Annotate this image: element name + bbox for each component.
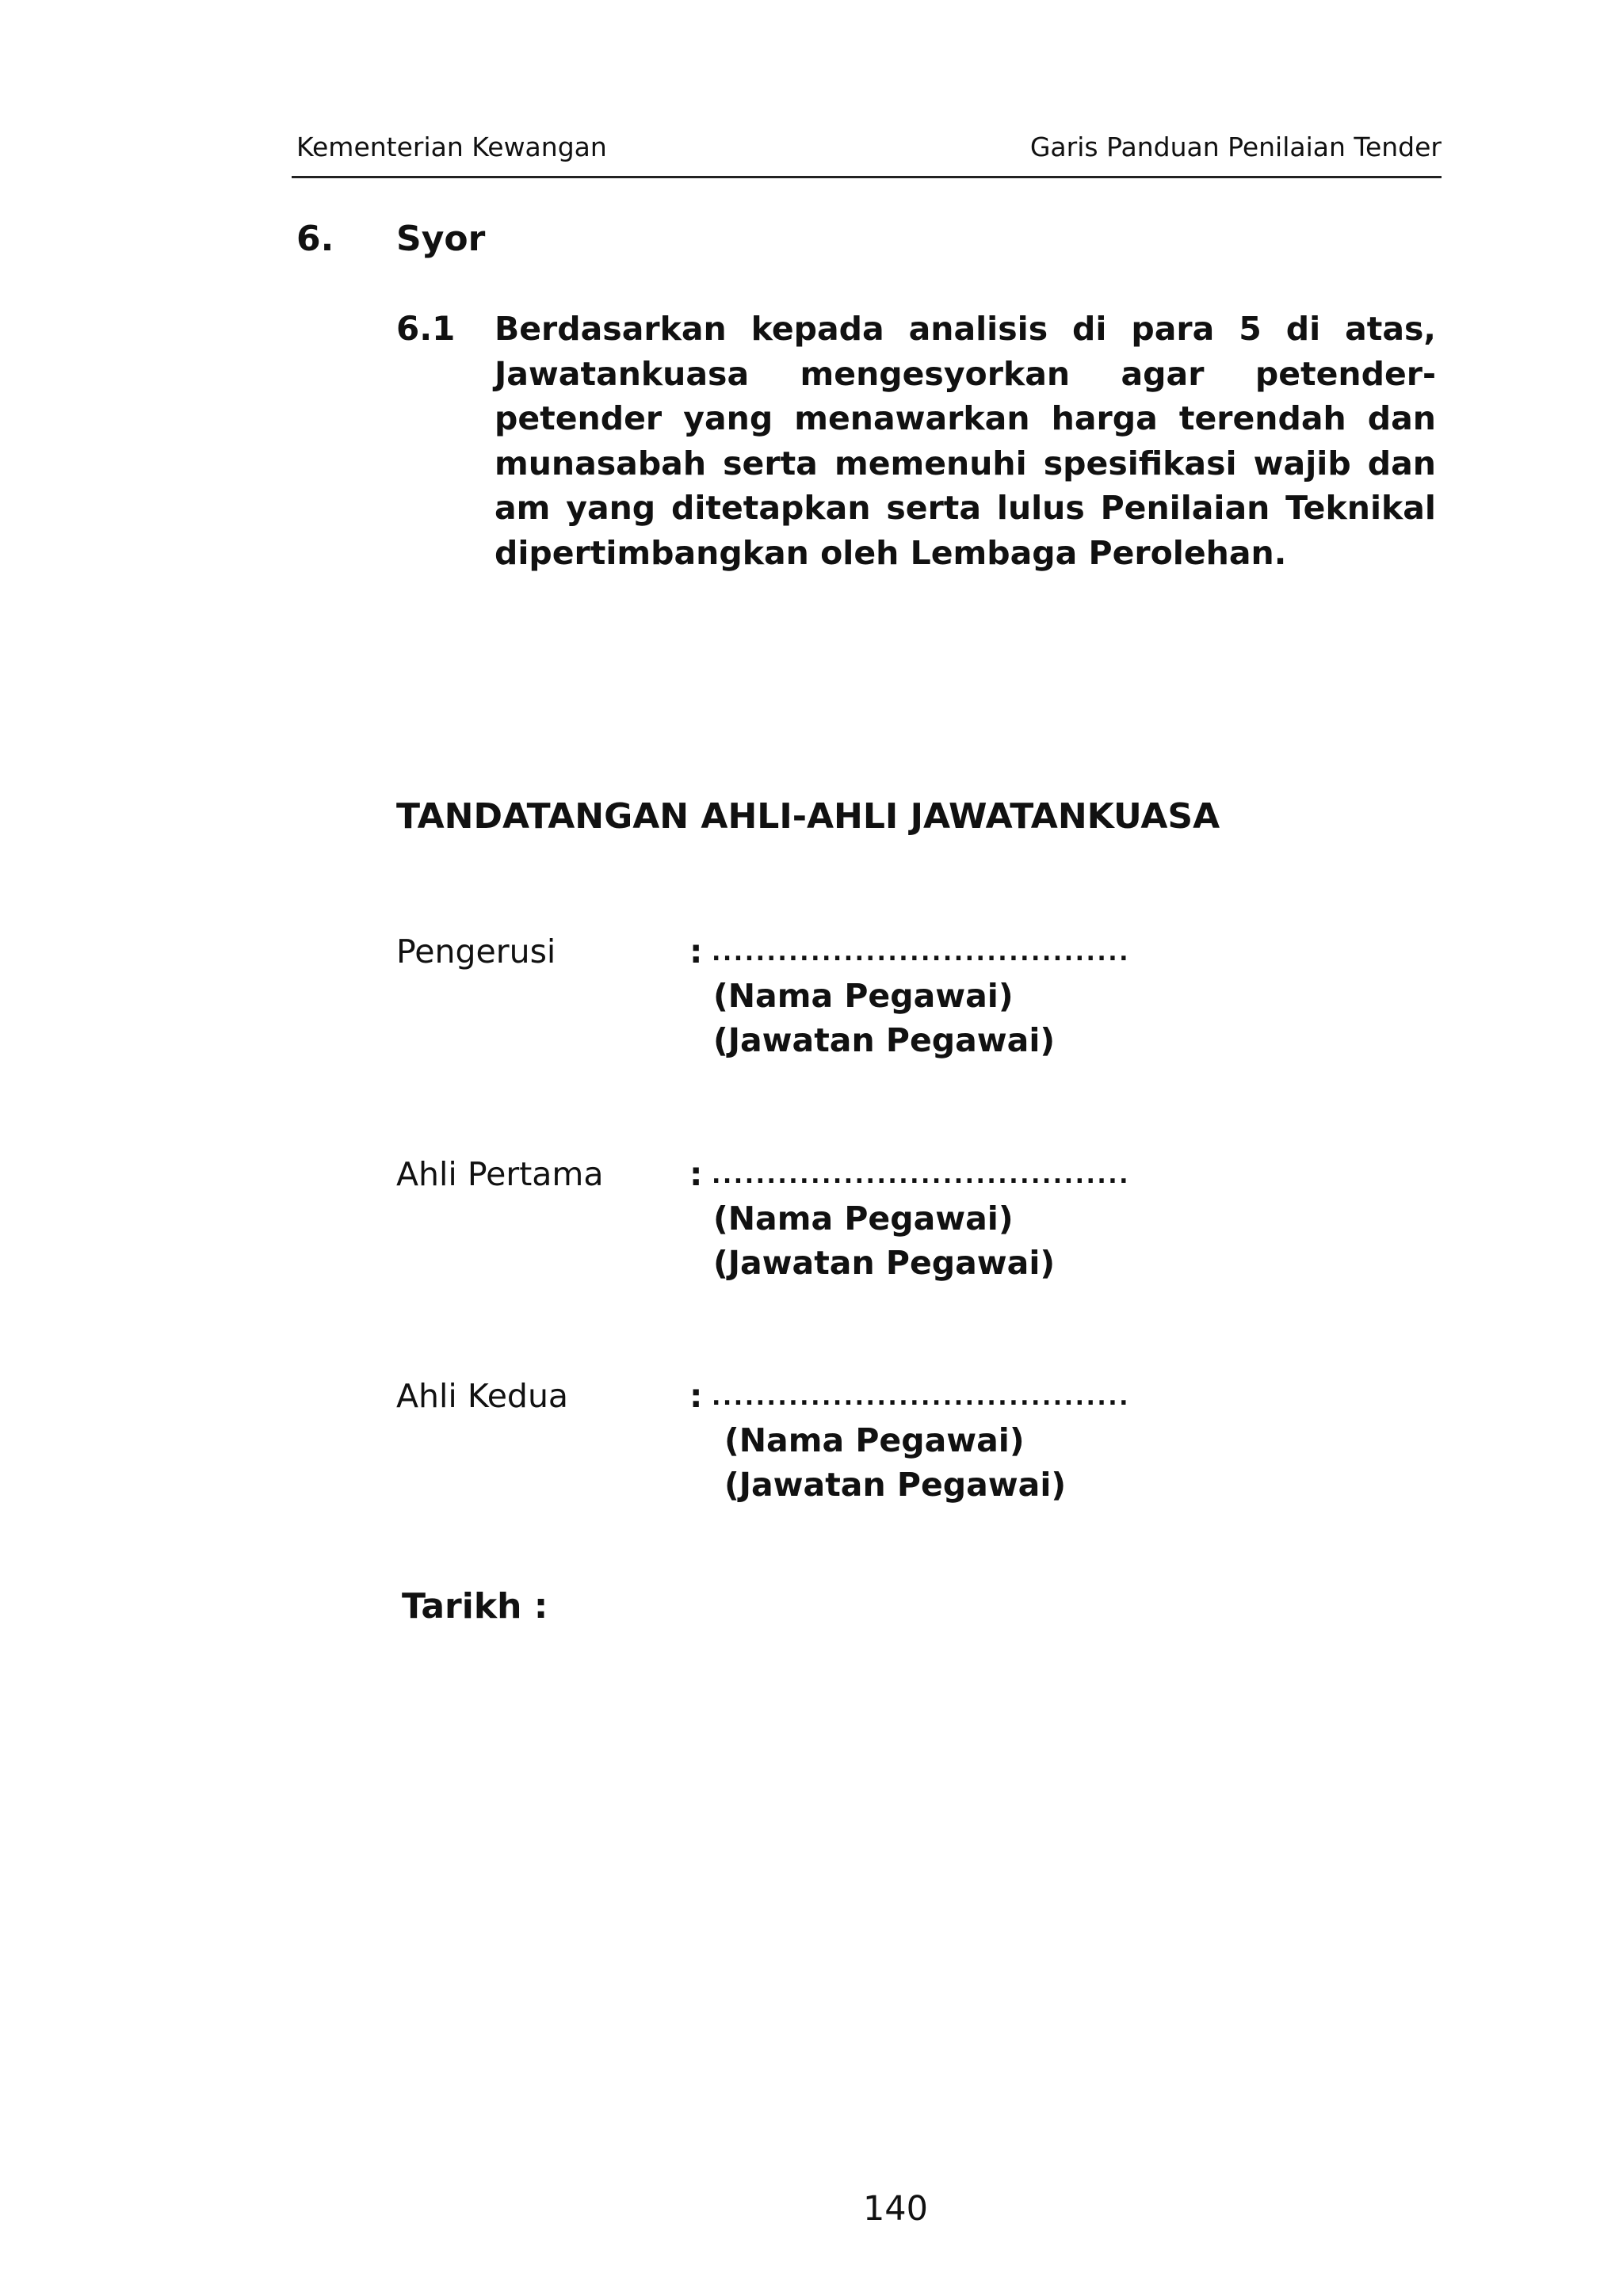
role-label: Ahli Pertama — [396, 1155, 604, 1193]
officer-post: (Jawatan Pegawai) — [713, 1244, 1056, 1282]
recommendation-paragraph: Berdasarkan kepada analisis di para 5 di atas, Jawatankuasa mengesyorkan agar petender-petender yang menawarkan harga terendah dan munasabah serta memenuhi spesifikasi wajib dan am yang ditetapkan serta lulus Penilaian Teknikal dipertimbangkan oleh Lembaga Perolehan. — [495, 310, 1436, 572]
header-divider — [292, 176, 1442, 178]
section-number: 6. — [296, 219, 334, 259]
officer-post: (Jawatan Pegawai) — [713, 1021, 1056, 1059]
date-label: Tarikh : — [402, 1586, 548, 1627]
signature-line: ...................................... — [712, 1161, 1131, 1189]
header-document-title: Garis Panduan Penilaian Tender — [1029, 132, 1442, 162]
signature-line: ...................................... — [712, 939, 1131, 967]
officer-name: (Nama Pegawai) — [713, 1199, 1014, 1238]
signature-line: ...................................... — [712, 1383, 1131, 1411]
officer-name: (Nama Pegawai) — [713, 977, 1014, 1015]
section-title: Syor — [396, 219, 486, 259]
signature-heading: TANDATANGAN AHLI-AHLI JAWATANKUASA — [396, 796, 1220, 837]
role-colon: : — [689, 1377, 703, 1415]
header-ministry: Kementerian Kewangan — [296, 132, 607, 162]
role-label: Ahli Kedua — [396, 1377, 569, 1415]
subsection-number: 6.1 — [396, 309, 456, 348]
page-number: 140 — [862, 2189, 929, 2229]
role-label: Pengerusi — [396, 933, 556, 971]
role-colon: : — [689, 933, 703, 971]
officer-post: (Jawatan Pegawai) — [724, 1466, 1067, 1504]
role-colon: : — [689, 1155, 703, 1193]
officer-name: (Nama Pegawai) — [724, 1421, 1025, 1459]
